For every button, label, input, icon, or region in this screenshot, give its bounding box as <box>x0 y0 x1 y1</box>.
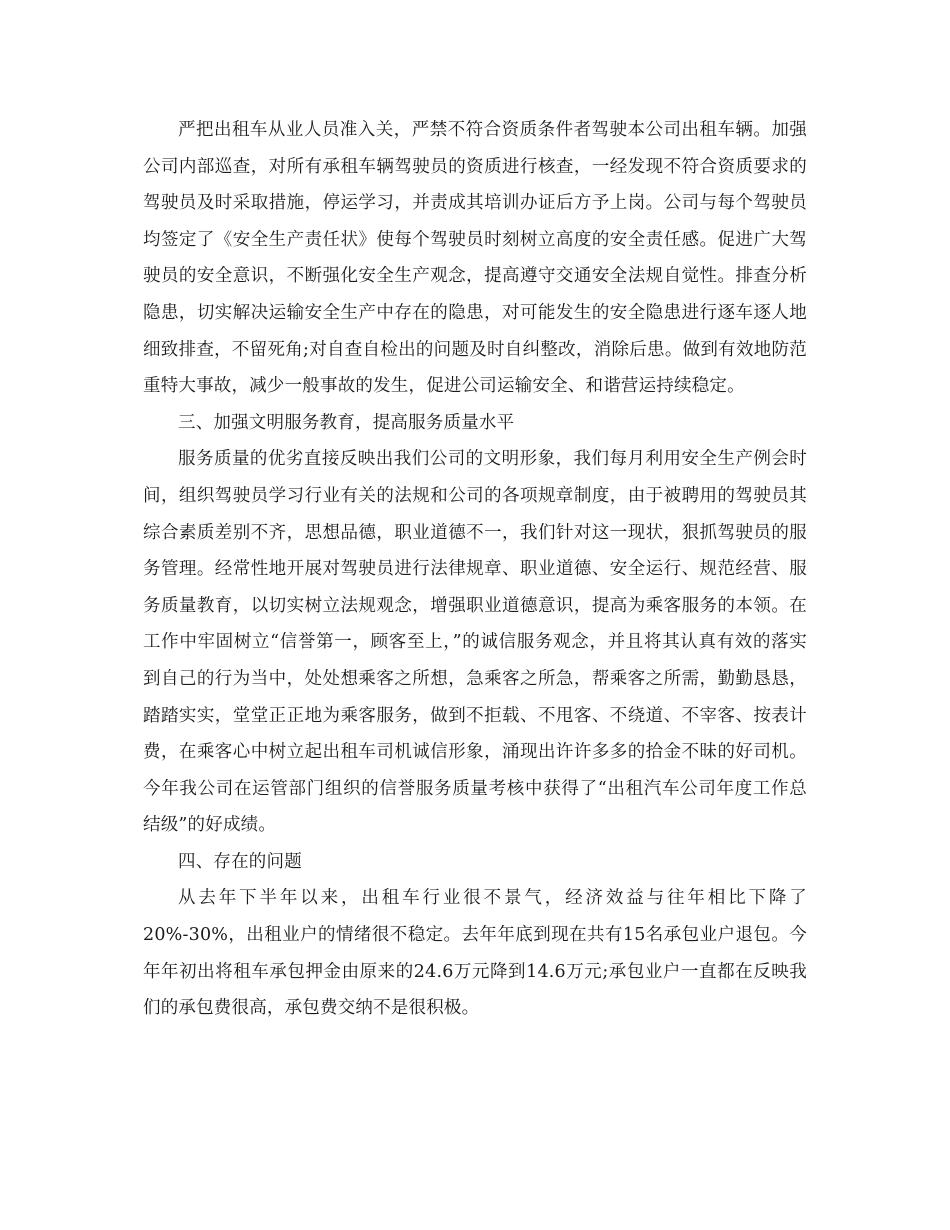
document-body <box>143 112 807 1027</box>
paragraph-driver-qualification: 严把出租车从业人员准入关，严禁不符合资质条件者驾驶本公司出租车辆。加强公司内部巡查，对所有承租车辆驾驶员的资质进行核查，一经发现不符合资质要求的驾驶员及时采取措施，停运学习，并责成其培训办证后方予上岗。公司与每个驾驶员均签定了《安全生产责任状》使每个驾驶员时刻树立高度的安全责任感。促进广大驾驶员的安全意识，不断强化安全生产观念，提高遵守交通安全法规自觉性。排查分析隐患，切实解决运输安全生产中存在的隐患，对可能发生的安全隐患进行逐车逐人地细致排查，不留死角;对自查自检出的问题及时自纠整改，消除后患。做到有效地防范重特大事故，减少一般事故的发生，促进公司运输安全、和谐营运持续稳定。 <box>143 120 807 397</box>
paragraph-industry-problems: 从去年下半年以来，出租车行业很不景气，经济效益与往年相比下降了20%-30%，出租业户的情绪很不稳定。去年年底到现在共有15名承包业户退包。今年年初出将租车承包押金由原来的24.6万元降到14.6万元;承包业户一直都在反映我们的承包费很高，承包费交纳不是很积极。 <box>143 888 807 1019</box>
section-heading-existing-problems: 四、存在的问题 <box>178 851 302 872</box>
paragraph-service-quality: 服务质量的优劣直接反映出我们公司的文明形象，我们每月利用安全生产例会时间，组织驾驶员学习行业有关的法规和公司的各项规章制度，由于被聘用的驾驶员其综合素质差别不齐，思想品德，职业道德不一，我们针对这一现状，狠抓驾驶员的服务管理。经常性地开展对驾驶员进行法律规章、职业道德、安全运行、规范经营、服务质量教育，以切实树立法规观念，增强职业道德意识，提高为乘客服务的本领。在工作中牢固树立“信誉第一，顾客至上，”的诚信服务观念，并且将其认真有效的落实到自己的行为当中，处处想乘客之所想，急乘客之所急，帮乘客之所需，勤勤恳恳，踏踏实实，堂堂正正地为乘客服务，做到不拒载、不甩客、不绕道、不宰客、按表计费，在乘客心中树立起出租车司机诚信形象，涌现出许许多多的拾金不昧的好司机。今年我公司在运管部门组织的信誉服务质量考核中获得了“出租汽车公司年度工作总结级”的好成绩。 <box>143 449 807 836</box>
section-heading-civilized-service: 三、加强文明服务教育，提高服务质量水平 <box>178 412 515 433</box>
